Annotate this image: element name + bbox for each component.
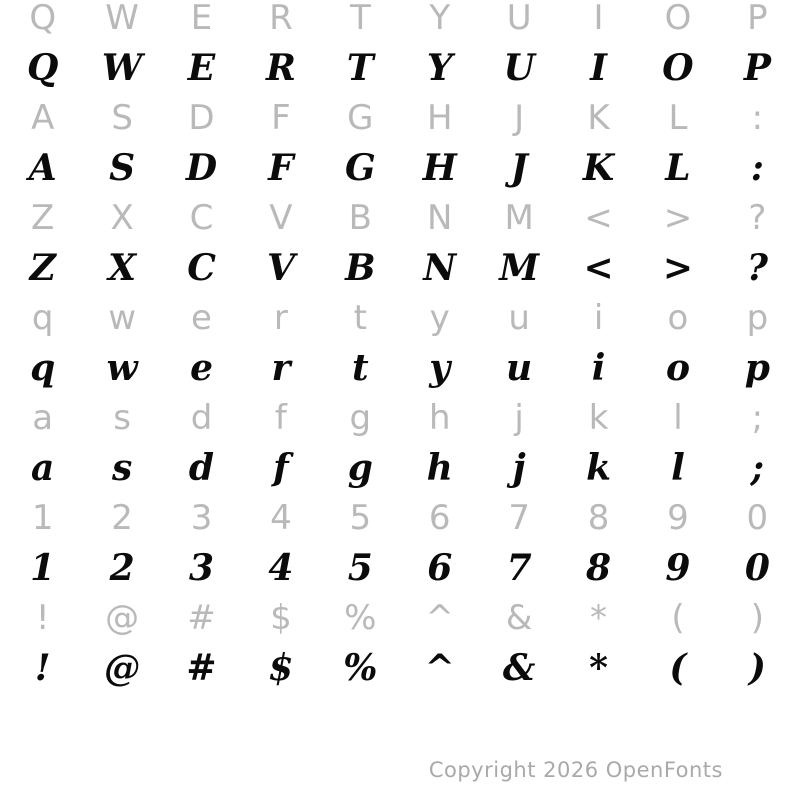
- reference-glyph-row: [3, 193, 797, 243]
- reference-glyph-row: [3, 393, 797, 443]
- glyph-cell: 6: [427, 547, 453, 589]
- specimen-glyph-row: [3, 143, 797, 193]
- glyph-cell: 4: [268, 547, 294, 589]
- glyph-cell: j: [514, 398, 524, 438]
- glyph-cell: V: [269, 198, 293, 238]
- glyph-cell: F: [271, 98, 291, 138]
- glyph-cell: Q: [27, 47, 59, 89]
- glyph-cell: 0: [744, 547, 770, 589]
- glyph-cell: U: [506, 0, 532, 38]
- glyph-cell: X: [108, 247, 137, 289]
- glyph-cell: w: [108, 298, 137, 338]
- glyph-cell: e: [191, 298, 212, 338]
- glyph-cell: G: [344, 147, 376, 189]
- glyph-cell: 2: [109, 547, 135, 589]
- glyph-cell: a: [31, 447, 55, 489]
- glyph-cell: D: [188, 98, 215, 138]
- glyph-cell: 6: [428, 498, 451, 538]
- glyph-cell: r: [271, 347, 291, 389]
- glyph-cell: !: [35, 598, 50, 638]
- glyph-cell: P: [743, 47, 771, 89]
- glyph-cell: &: [505, 598, 533, 638]
- glyph-cell: s: [111, 447, 133, 489]
- glyph-cell: N: [427, 198, 453, 238]
- glyph-cell: J: [514, 98, 525, 138]
- glyph-cell: o: [665, 347, 690, 389]
- glyph-cell: (: [669, 647, 687, 689]
- glyph-cell: G: [347, 98, 374, 138]
- glyph-cell: V: [266, 247, 295, 289]
- glyph-cell: o: [667, 298, 689, 338]
- glyph-cell: H: [426, 98, 453, 138]
- glyph-cell: S: [111, 98, 133, 138]
- specimen-glyph-row: [3, 443, 797, 493]
- glyph-cell: i: [591, 347, 606, 389]
- glyph-cell: M: [499, 247, 540, 289]
- glyph-cell: w: [106, 347, 138, 389]
- glyph-cell: ^: [425, 598, 454, 638]
- glyph-cell: 8: [587, 498, 610, 538]
- glyph-cell: >: [663, 198, 693, 238]
- specimen-glyph-row: [3, 643, 797, 693]
- glyph-cell: 7: [508, 498, 530, 538]
- glyph-cell: :: [750, 147, 764, 189]
- glyph-cell: 5: [349, 498, 372, 538]
- glyph-cell: t: [352, 347, 369, 389]
- glyph-cell: *: [589, 647, 608, 689]
- glyph-cell: R: [265, 47, 296, 89]
- glyph-cell: X: [110, 198, 134, 238]
- glyph-cell: M: [504, 198, 534, 238]
- glyph-cell: q: [30, 347, 56, 389]
- specimen-glyph-row: [3, 243, 797, 293]
- glyph-cell: 9: [667, 498, 689, 538]
- glyph-cell: H: [422, 147, 457, 189]
- glyph-cell: W: [105, 0, 139, 38]
- glyph-cell: s: [113, 398, 131, 438]
- glyph-cell: l: [671, 447, 685, 489]
- glyph-cell: L: [668, 98, 688, 138]
- glyph-cell: g: [349, 398, 372, 438]
- glyph-cell: R: [269, 0, 293, 38]
- glyph-cell: e: [190, 347, 213, 389]
- glyph-cell: W: [101, 47, 143, 89]
- glyph-cell: O: [662, 47, 694, 89]
- copyright-watermark: Copyright 2026 OpenFonts: [428, 758, 723, 782]
- glyph-cell: L: [665, 147, 691, 189]
- glyph-cell: 4: [270, 498, 292, 538]
- glyph-cell: J: [510, 147, 528, 189]
- glyph-cell: a: [32, 398, 54, 438]
- glyph-cell: ;: [750, 447, 764, 489]
- glyph-cell: y: [429, 347, 451, 389]
- glyph-cell: U: [503, 47, 535, 89]
- glyph-cell: 2: [111, 498, 133, 538]
- glyph-cell: h: [428, 398, 451, 438]
- glyph-cell: T: [349, 0, 371, 38]
- glyph-cell: u: [508, 298, 530, 338]
- glyph-cell: (: [671, 598, 685, 638]
- character-map-grid: [3, 0, 797, 693]
- glyph-cell: 1: [31, 498, 54, 538]
- glyph-cell: y: [429, 298, 450, 338]
- glyph-cell: q: [31, 298, 54, 338]
- glyph-cell: A: [31, 98, 55, 138]
- glyph-cell: %: [344, 598, 377, 638]
- glyph-cell: O: [664, 0, 692, 38]
- glyph-cell: g: [347, 447, 373, 489]
- glyph-cell: K: [587, 98, 610, 138]
- glyph-cell: %: [343, 647, 378, 689]
- glyph-cell: l: [673, 398, 683, 438]
- glyph-cell: ?: [748, 198, 767, 238]
- glyph-cell: k: [588, 398, 609, 438]
- glyph-cell: E: [187, 47, 216, 89]
- glyph-cell: C: [189, 198, 214, 238]
- specimen-glyph-row: [3, 343, 797, 393]
- glyph-cell: ;: [751, 398, 764, 438]
- specimen-glyph-row: [3, 543, 797, 593]
- glyph-cell: !: [34, 647, 51, 689]
- glyph-cell: N: [423, 247, 457, 289]
- glyph-cell: E: [190, 0, 213, 38]
- glyph-cell: T: [346, 47, 374, 89]
- glyph-cell: 5: [347, 547, 373, 589]
- glyph-cell: ?: [746, 247, 768, 289]
- glyph-cell: 1: [30, 547, 56, 589]
- reference-glyph-row: [3, 93, 797, 143]
- glyph-cell: ): [750, 598, 764, 638]
- glyph-cell: I: [590, 47, 607, 89]
- glyph-cell: @: [104, 647, 141, 689]
- glyph-cell: k: [586, 447, 612, 489]
- glyph-cell: C: [187, 247, 216, 289]
- glyph-cell: p: [746, 298, 769, 338]
- glyph-cell: h: [426, 447, 453, 489]
- glyph-cell: I: [593, 0, 604, 38]
- glyph-cell: 3: [188, 547, 215, 589]
- glyph-cell: F: [268, 147, 294, 189]
- glyph-cell: <: [584, 198, 613, 238]
- glyph-cell: S: [109, 147, 136, 189]
- glyph-cell: Q: [29, 0, 57, 38]
- glyph-cell: d: [190, 398, 213, 438]
- glyph-cell: >: [662, 247, 694, 289]
- glyph-cell: $: [270, 598, 292, 638]
- glyph-cell: Y: [426, 47, 453, 89]
- glyph-cell: j: [512, 447, 526, 489]
- glyph-cell: f: [273, 447, 289, 489]
- glyph-cell: :: [751, 98, 764, 138]
- glyph-cell: p: [744, 347, 770, 389]
- glyph-cell: i: [593, 298, 604, 338]
- glyph-cell: A: [28, 147, 57, 189]
- glyph-cell: #: [187, 598, 216, 638]
- glyph-cell: @: [105, 598, 140, 638]
- glyph-cell: B: [348, 198, 372, 238]
- glyph-cell: 9: [665, 547, 691, 589]
- glyph-cell: B: [345, 247, 376, 289]
- glyph-cell: u: [506, 347, 533, 389]
- glyph-cell: #: [186, 647, 217, 689]
- glyph-cell: 8: [586, 547, 612, 589]
- glyph-cell: t: [353, 298, 367, 338]
- glyph-cell: D: [185, 147, 218, 189]
- specimen-glyph-row: [3, 43, 797, 93]
- glyph-cell: K: [582, 147, 615, 189]
- glyph-cell: ): [748, 647, 766, 689]
- reference-glyph-row: [3, 0, 797, 43]
- reference-glyph-row: [3, 293, 797, 343]
- glyph-cell: d: [188, 447, 215, 489]
- glyph-cell: Y: [429, 0, 451, 38]
- glyph-cell: *: [590, 598, 608, 638]
- glyph-cell: &: [502, 647, 536, 689]
- glyph-cell: f: [274, 398, 287, 438]
- glyph-cell: 0: [746, 498, 769, 538]
- glyph-cell: 7: [506, 547, 532, 589]
- reference-glyph-row: [3, 593, 797, 643]
- glyph-cell: ^: [424, 647, 455, 689]
- glyph-cell: Z: [31, 198, 55, 238]
- glyph-cell: 3: [190, 498, 213, 538]
- glyph-cell: Z: [29, 247, 56, 289]
- glyph-cell: $: [268, 647, 294, 689]
- glyph-cell: P: [747, 0, 768, 38]
- glyph-cell: <: [583, 247, 614, 289]
- reference-glyph-row: [3, 493, 797, 543]
- glyph-cell: r: [273, 298, 288, 338]
